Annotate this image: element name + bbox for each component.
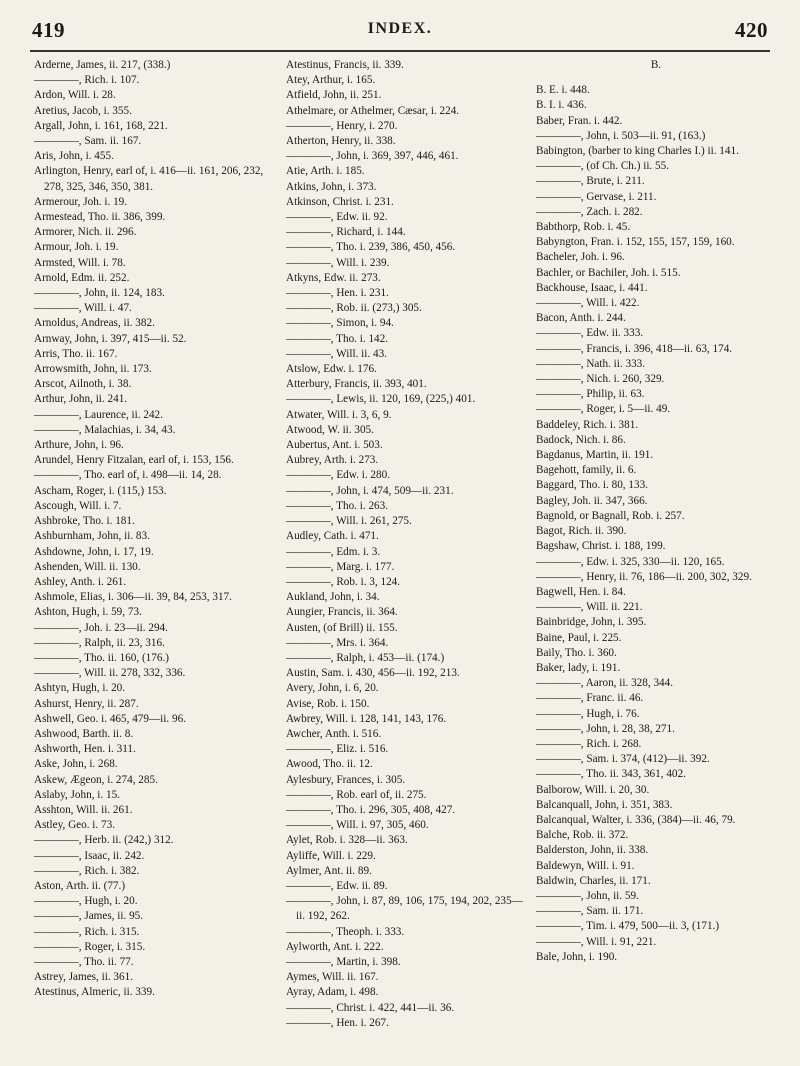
index-entry: ————, Will. i. 239. [286, 256, 390, 269]
index-entry: Baggard, Tho. i. 80, 133. [536, 479, 648, 492]
index-entry: Asshton, Will. ii. 261. [34, 803, 133, 816]
index-entry: Baker, lady, i. 191. [536, 661, 621, 674]
index-entry: ————, Philip, ii. 63. [536, 388, 645, 401]
index-entry: Arscot, Ailnoth, i. 38. [34, 378, 132, 391]
index-entry: Aslaby, John, i. 15. [34, 788, 120, 801]
index-entry: ————, Edw. i. 280. [286, 469, 390, 482]
index-entry: Aske, John, i. 268. [34, 758, 118, 771]
index-entry: Baine, Paul, i. 225. [536, 631, 622, 644]
index-entry: Ashurst, Henry, ii. 287. [34, 697, 139, 710]
index-entry: Aretius, Jacob, i. 355. [34, 104, 132, 117]
index-entry: Ascham, Roger, i. (115,) 153. [34, 484, 167, 497]
index-entry: Bale, John, i. 190. [536, 950, 618, 963]
index-entry: ————, John, i. 28, 38, 271. [536, 722, 675, 735]
index-entry: ————, Will. ii. 43. [286, 347, 387, 360]
index-entry: Balborow, Will. i. 20, 30. [536, 783, 650, 796]
index-entry: ————, Tho. ii. 77. [34, 955, 134, 968]
index-entry: ————, Eliz. i. 516. [286, 743, 389, 756]
index-entry: ————, Ralph, i. 453—ii. (174.) [286, 651, 445, 664]
index-entry: ————, Nich. i. 260, 329. [536, 373, 665, 386]
index-entry: ————, Rich. i. 382. [34, 864, 140, 877]
index-entry: ————, John, ii. 59. [536, 889, 639, 902]
index-entry: ————, Hen. i. 267. [286, 1016, 389, 1029]
index-entry: B. E. i. 448. [536, 84, 590, 97]
index-entry: Aubrey, Arth. i. 273. [286, 454, 379, 467]
index-entry: ————, Tho. i. 296, 305, 408, 427. [286, 803, 456, 816]
index-entry: Ascough, Will. i. 7. [34, 499, 122, 512]
index-entry: Askew, Ægeon, i. 274, 285. [34, 773, 158, 786]
index-entry: ————, Franc. ii. 46. [536, 692, 644, 705]
index-entry: Aylmer, Ant. ii. 89. [286, 864, 372, 877]
index-entry: Awbrey, Will. i. 128, 141, 143, 176. [286, 712, 447, 725]
index-entry: Arnold, Edm. ii. 252. [34, 271, 130, 284]
index-entry: Bagot, Rich. ii. 390. [536, 525, 627, 538]
index-entry: Aylworth, Ant. i. 222. [286, 940, 384, 953]
index-entry: ————, (of Ch. Ch.) ii. 55. [536, 160, 670, 173]
index-entry: Aungier, Francis, ii. 364. [286, 606, 398, 619]
index-entry: Ayliffe, Will. i. 229. [286, 849, 376, 862]
index-entry: ————, John, i. 369, 397, 446, 461. [286, 150, 459, 163]
index-entry: Aylet, Rob. i. 328—ii. 363. [286, 834, 408, 847]
index-entry: ————, Tho. earl of, i. 498—ii. 14, 28. [34, 469, 222, 482]
index-entry: Babthorp, Rob. i. 45. [536, 221, 631, 234]
index-entry: ————, Henry, ii. 76, 186—ii. 200, 302, 329. [536, 570, 752, 583]
index-entry: ————, Rich. i. 268. [536, 737, 642, 750]
index-entry: ————, Rob. ii. (273,) 305. [286, 302, 422, 315]
index-entry: Ayray, Adam, i. 498. [286, 986, 379, 999]
index-entry: ————, Will. i. 261, 275. [286, 515, 412, 528]
index-entry: ————, Mrs. i. 364. [286, 636, 389, 649]
index-entry: Bagshaw, Christ. i. 188, 199. [536, 540, 666, 553]
index-entry: Aylesbury, Frances, i. 305. [286, 773, 406, 786]
index-entry: ————, Sam. i. 374, (412)—ii. 392. [536, 753, 710, 766]
index-entry: Arris, Tho. ii. 167. [34, 347, 118, 360]
index-entry: Balcanqual, Walter, i. 336, (384)—ii. 46, 79. [536, 813, 736, 826]
index-entry: Atestinus, Almeric, ii. 339. [34, 986, 155, 999]
index-entry: Ashenden, Will. ii. 130. [34, 560, 141, 573]
index-entry: ————, Will. i. 91, 221. [536, 935, 657, 948]
index-entry: ————, Hugh, i. 20. [34, 895, 138, 908]
index-entry: Baddeley, Rich. i. 381. [536, 418, 639, 431]
index-entry: Atey, Arthur, i. 165. [286, 74, 376, 87]
index-entry: Ashmole, Elias, i. 306—ii. 39, 84, 253, 317. [34, 591, 232, 604]
index-entry: ————, Will. ii. 278, 332, 336. [34, 667, 186, 680]
index-entry: Ashburnham, John, ii. 83. [34, 530, 150, 543]
index-entry: ————, Brute, i. 211. [536, 175, 645, 188]
index-entry: Awood, Tho. ii. 12. [286, 758, 373, 771]
index-entry: Ashdowne, John, i. 17, 19. [34, 545, 154, 558]
index-entry: ————, Edw. i. 325, 330—ii. 120, 165. [536, 555, 725, 568]
index-entry: Badock, Nich. i. 86. [536, 433, 626, 446]
index-entry: Atie, Arth. i. 185. [286, 165, 365, 178]
index-entry: ————, Sam. ii. 167. [34, 135, 142, 148]
index-entry: Baber, Fran. i. 442. [536, 114, 623, 127]
index-entry: Arnway, John, i. 397, 415—ii. 52. [34, 332, 187, 345]
index-entry: Audley, Cath. i. 471. [286, 530, 379, 543]
index-entry: Balderston, John, ii. 338. [536, 844, 649, 857]
index-entry: ————, Joh. i. 23—ii. 294. [34, 621, 168, 634]
index-entry: ————, Tho. ii. 343, 361, 402. [536, 768, 686, 781]
running-title: INDEX. [367, 20, 433, 37]
index-entry: Bainbridge, John, i. 395. [536, 616, 647, 629]
index-entry: ————, Christ. i. 422, 441—ii. 36. [286, 1001, 455, 1014]
index-entry: Ardon, Will. i. 28. [34, 89, 116, 102]
index-entry: Ashwood, Barth. ii. 8. [34, 727, 134, 740]
index-entry: ————, Lewis, ii. 120, 169, (225,) 401. [286, 393, 476, 406]
index-entry: ————, Zach. i. 282. [536, 205, 643, 218]
index-entry: ————, Will. ii. 221. [536, 601, 643, 614]
index-entry: Ashworth, Hen. i. 311. [34, 743, 136, 756]
index-entry: ————, Edm. i. 3. [286, 545, 381, 558]
index-entry: Arderne, James, ii. 217, (338.) [34, 59, 171, 71]
index-entry: Ashwell, Geo. i. 465, 479—ii. 96. [34, 712, 186, 725]
index-entry: ————, Rob. earl of, ii. 275. [286, 788, 427, 801]
index-entry: Aubertus, Ant. i. 503. [286, 439, 383, 452]
index-entry: ————, John, i. 474, 509—ii. 231. [286, 484, 454, 497]
index-entry: Bagehott, family, ii. 6. [536, 464, 637, 477]
index-entry: Babington, (barber to king Charles I.) ii. 141. [536, 145, 739, 158]
index-entry: Armerour, Joh. i. 19. [34, 195, 128, 208]
index-entry: ————, Edw. ii. 89. [286, 879, 388, 892]
index-entry: ————, Tim. i. 479, 500—ii. 3, (171.) [536, 920, 720, 933]
index-entry: Aukland, John, i. 34. [286, 591, 380, 604]
index-entry: Baldewyn, Will. i. 91. [536, 859, 635, 872]
index-entry: Armorer, Nich. ii. 296. [34, 226, 137, 239]
index-entry: Arrowsmith, John, ii. 173. [34, 363, 152, 376]
index-column-1 [34, 58, 274, 1001]
index-entry: Arnoldus, Andreas, ii. 382. [34, 317, 155, 330]
header-rule [30, 50, 770, 52]
index-entry: Atestinus, Francis, ii. 339. [286, 59, 404, 71]
index-entry: ————, Isaac, ii. 242. [34, 849, 145, 862]
index-entry: ————, Will. i. 422. [536, 297, 640, 310]
index-entry: Atwater, Will. i. 3, 6, 9. [286, 408, 392, 421]
index-entry: Arthure, John, i. 96. [34, 439, 124, 452]
index-entry: Babyngton, Fran. i. 152, 155, 157, 159, 160. [536, 236, 735, 249]
index-entry: ————, Richard, i. 144. [286, 226, 406, 239]
index-entry: ————, Tho. i. 239, 386, 450, 456. [286, 241, 456, 254]
index-entry: ————, Rob. i. 3, 124. [286, 575, 401, 588]
index-entry: ————, John, ii. 124, 183. [34, 287, 165, 300]
index-entry: Ashtyn, Hugh, i. 20. [34, 682, 126, 695]
index-entry: ————, Gervase, i. 211. [536, 190, 657, 203]
index-entry: Atherton, Henry, ii. 338. [286, 135, 396, 148]
index-entry: Atwood, W. ii. 305. [286, 423, 374, 436]
index-entry: Ashton, Hugh, i. 59, 73. [34, 606, 142, 619]
index-entry: Bacheler, Joh. i. 96. [536, 251, 625, 264]
index-entry: Athelmare, or Athelmer, Cæsar, i. 224. [286, 104, 460, 117]
index-entry: ————, Rich. i. 107. [34, 74, 140, 87]
index-entry: Aris, John, i. 455. [34, 150, 114, 163]
index-entry: Atkins, John, i. 373. [286, 180, 377, 193]
index-entry: Atkyns, Edw. ii. 273. [286, 271, 381, 284]
index-entry: Arlington, Henry, earl of, i. 416—ii. 161, 206, 232, 278, 325, 346, 350, 381. [34, 165, 264, 193]
index-entry: Bachler, or Bachiler, Joh. i. 515. [536, 266, 681, 279]
section-letter-heading: B. [650, 59, 662, 71]
index-entry: ————, Malachias, i. 34, 43. [34, 423, 176, 436]
index-entry: ————, Tho. i. 263. [286, 499, 389, 512]
index-entry: ————, John, i. 87, 89, 106, 175, 194, 202, 235—ii. 192, 262. [286, 895, 523, 923]
index-column-2 [286, 58, 526, 1031]
index-entry: ————, Martin, i. 398. [286, 955, 401, 968]
index-entry: Astrey, James, ii. 361. [34, 971, 134, 984]
index-entry: Bagwell, Hen. i. 84. [536, 585, 626, 598]
index-column-3 [536, 58, 776, 965]
index-entry: Balcanquall, John, i. 351, 383. [536, 798, 673, 811]
index-entry: ————, John, i. 503—ii. 91, (163.) [536, 129, 706, 142]
index-entry: Astley, Geo. i. 73. [34, 819, 115, 832]
left-page-number: 419 [32, 18, 65, 42]
index-entry: Awcher, Anth. i. 516. [286, 727, 382, 740]
index-entry: Arthur, John, ii. 241. [34, 393, 128, 406]
index-entry: Baily, Tho. i. 360. [536, 646, 617, 659]
index-entry: ————, Aaron, ii. 328, 344. [536, 677, 674, 690]
index-entry: Austin, Sam. i. 430, 456—ii. 192, 213. [286, 667, 460, 680]
index-entry: Armestead, Tho. ii. 386, 399. [34, 211, 166, 224]
index-entry: ————, Theoph. i. 333. [286, 925, 405, 938]
index-entry: Armour, Joh. i. 19. [34, 241, 119, 254]
index-entry: ————, Sam. ii. 171. [536, 905, 644, 918]
index-entry: Bagnold, or Bagnall, Rob. i. 257. [536, 509, 685, 522]
index-entry: Balche, Rob. ii. 372. [536, 829, 629, 842]
index-entry: ————, Edw. ii. 333. [536, 327, 644, 340]
index-entry: ————, Ralph, ii. 23, 316. [34, 636, 165, 649]
index-entry: ————, Herb. ii. (242,) 312. [34, 834, 174, 847]
index-entry: ————, Rich. i. 315. [34, 925, 140, 938]
index-entry: ————, Francis, i. 396, 418—ii. 63, 174. [536, 342, 733, 355]
index-entry: Aston, Arth. ii. (77.) [34, 879, 126, 892]
index-entry: Austen, (of Brill) ii. 155. [286, 621, 398, 634]
index-entry: ————, Will. i. 97, 305, 460. [286, 819, 429, 832]
right-page-number: 420 [735, 18, 768, 42]
index-entry: ————, Nath. ii. 333. [536, 357, 646, 370]
index-entry: ————, Henry, i. 270. [286, 119, 398, 132]
index-entry: Avery, John, i. 6, 20. [286, 682, 379, 695]
index-entry: ————, Hen. i. 231. [286, 287, 389, 300]
index-entry: ————, Hugh, i. 76. [536, 707, 640, 720]
index-entry: ————, James, ii. 95. [34, 910, 144, 923]
index-entry: Atslow, Edw. i. 176. [286, 363, 377, 376]
index-entry: Ashley, Anth. i. 261. [34, 575, 127, 588]
index-entry: ————, Laurence, ii. 242. [34, 408, 163, 421]
index-entry: Bagley, Joh. ii. 347, 366. [536, 494, 648, 507]
index-entry: ————, Tho. ii. 160, (176.) [34, 651, 169, 664]
index-entry: Bagdanus, Martin, ii. 191. [536, 449, 654, 462]
index-entry: Atkinson, Christ. i. 231. [286, 195, 394, 208]
index-entry: Armsted, Will. i. 78. [34, 256, 126, 269]
index-entry: Backhouse, Isaac, i. 441. [536, 281, 648, 294]
page-header [30, 18, 770, 46]
index-entry: ————, Roger, i. 315. [34, 940, 146, 953]
index-entry: Bacon, Anth. i. 244. [536, 312, 626, 325]
index-entry: Atfield, John, ii. 251. [286, 89, 382, 102]
index-entry: ————, Edw. ii. 92. [286, 211, 388, 224]
index-entry: ————, Marg. i. 177. [286, 560, 395, 573]
index-entry: Avise, Rob. i. 150. [286, 697, 370, 710]
index-entry: Ashbroke, Tho. i. 181. [34, 515, 135, 528]
index-entry: ————, Simon, i. 94. [286, 317, 394, 330]
index-entry: Argall, John, i. 161, 168, 221. [34, 119, 168, 132]
index-entry: Atterbury, Francis, ii. 393, 401. [286, 378, 427, 391]
index-entry: B. I. i. 436. [536, 99, 587, 112]
index-entry: Aymes, Will. ii. 167. [286, 971, 379, 984]
index-entry: Arundel, Henry Fitzalan, earl of, i. 153, 156. [34, 454, 234, 467]
index-entry: Baldwin, Charles, ii. 171. [536, 874, 651, 887]
index-entry: ————, Roger, i. 5—ii. 49. [536, 403, 671, 416]
index-entry: ————, Tho. i. 142. [286, 332, 389, 345]
index-entry: ————, Will. i. 47. [34, 302, 132, 315]
